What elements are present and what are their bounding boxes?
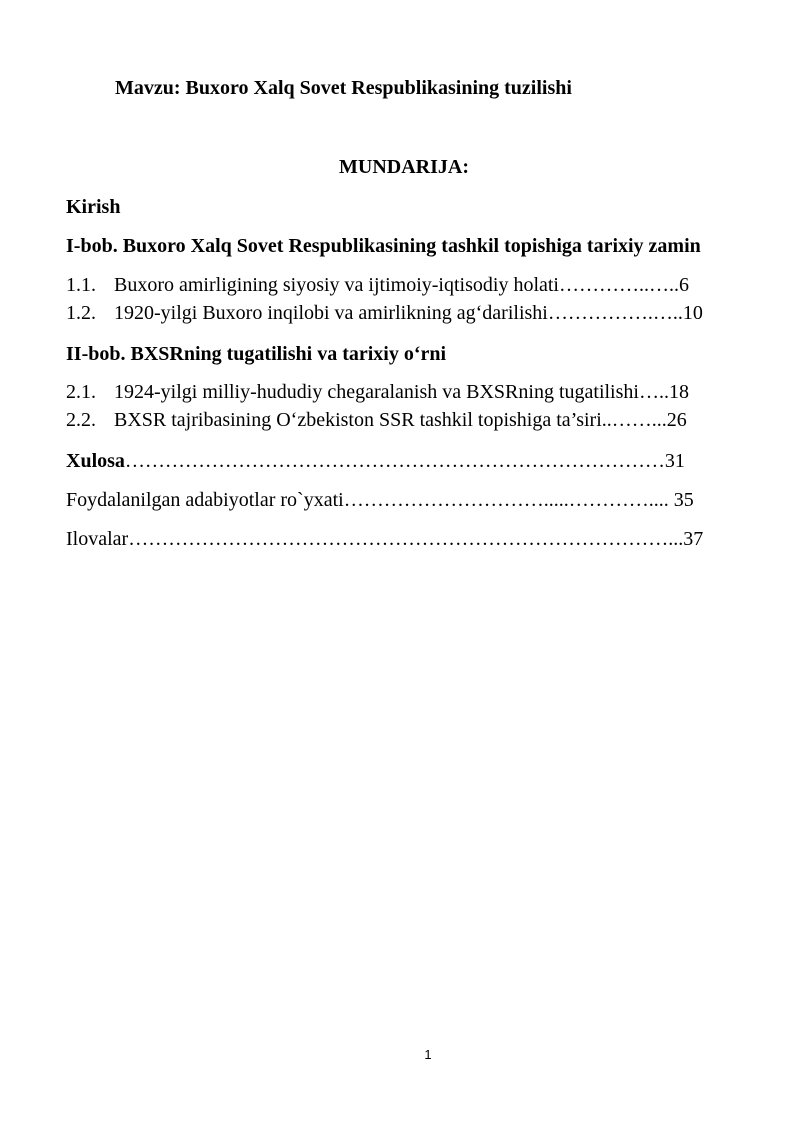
toc-item-number: 2.2. [66,409,96,431]
toc-conclusion [66,451,732,471]
toc-item-text: 1920-yilgi Buxoro inqilobi va amirlikning ag‘darilishi…………….…..10 [114,302,703,324]
toc-item-text: Buxoro amirligining siyosiy va ijtimoiy-iqtisodiy holati…………..…..6 [114,274,689,296]
toc-intro: Kirish [66,196,121,218]
toc-item-2-1 [66,382,734,402]
toc-appendix: Ilovalar………………………………………………………………………...37 [66,528,704,550]
toc-item-text: 1924-yilgi milliy-hududiy chegaralanish va BXSRning tugatilishi…..18 [114,381,689,403]
toc-conclusion-label: Xulosa [66,450,125,472]
toc-item-number: 2.1. [66,381,96,403]
toc-item-1-1 [66,275,734,295]
toc-item-number: 1.2. [66,302,96,324]
toc-item-text: BXSR tajribasining O‘zbekiston SSR tashkil topishiga ta’siri..……...26 [114,409,687,431]
toc-chapter-1-title: I-bob. Buxoro Xalq Sovet Respublikasining tashkil topishiga tarixiy zamin [66,235,701,257]
toc-conclusion-leader: ………………………………………………………………………31 [124,450,685,472]
toc-references: Foydalanilgan adabiyotlar ro`yxati………………………….....………….... 35 [66,489,694,511]
toc-chapter-2-title: II-bob. BXSRning tugatilishi va tarixiy o‘rni [66,343,447,365]
page-number: 1 [424,1047,432,1062]
document-topic: Mavzu: Buxoro Xalq Sovet Respublikasining tuzilishi [115,77,572,99]
toc-title: MUNDARIJA: [339,156,469,178]
toc-item-number: 1.1. [66,274,96,296]
toc-item-2-2 [66,410,734,430]
toc-item-1-2 [66,303,734,323]
